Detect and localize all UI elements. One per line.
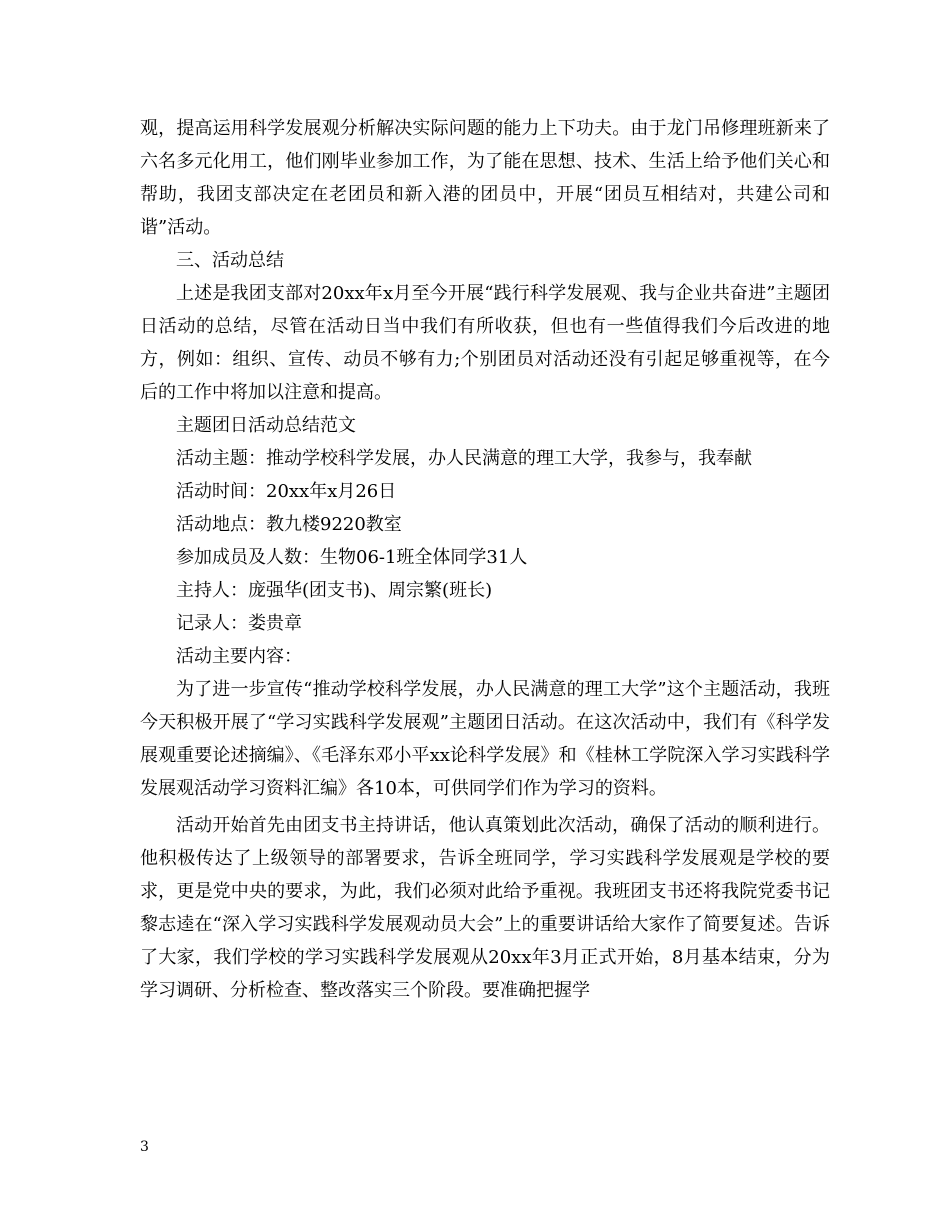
activity-theme: 活动主题：推动学校科学发展，办人民满意的理工大学，我参与，我奉献 <box>176 448 752 469</box>
paragraph-activity-start: 活动开始首先由团支书主持讲话，他认真策划此次活动，确保了活动的顺利进行。他积极传达了上级领导的部署要求，告诉全班同学，学习实践科学发展观是学校的要求，更是党中央的要求，为此，我们必须对此给予重视。我班团支书还将我院党委书记黎志逵在“深入学习实践科学发展观动员大会”上的重要讲话给大家作了简要复述。告诉了大家，我们学校的学习实践科学发展观从20xx年3月正式开始，8月基本结束，分为学习调研、分析检查、整改落实三个阶段。要准确把握学 <box>140 815 830 1001</box>
activity-location: 活动地点：教九楼9220教室 <box>176 514 402 535</box>
activity-time: 活动时间：20xx年x月26日 <box>176 481 397 502</box>
host: 主持人：庞强华(团支书)、周宗繁(班长) <box>176 580 493 601</box>
document-body <box>140 112 830 1007</box>
recorder: 记录人：娄贵章 <box>176 613 302 634</box>
paragraph-summary: 上述是我团支部对20xx年x月至今开展“践行科学发展观、我与企业共奋进”主题团日活动的总结，尽管在活动日当中我们有所收获，但也有一些值得我们今后改进的地方，例如：组织、宣传、动员不够有力;个别团员对活动还没有引起足够重视等，在今后的工作中将加以注意和提高。 <box>140 283 830 403</box>
section-heading-activity-summary: 三、活动总结 <box>176 250 284 271</box>
participants: 参加成员及人数：生物06-1班全体同学31人 <box>176 547 528 568</box>
paragraph-continuation: 观，提高运用科学发展观分析解决实际问题的能力上下功夫。由于龙门吊修理班新来了六名多元化用工，他们刚毕业参加工作，为了能在思想、技术、生活上给予他们关心和帮助，我团支部决定在老团员和新入港的团员中，开展“团员互相结对，共建公司和谐”活动。 <box>140 118 830 238</box>
page-number: 3 <box>140 1139 149 1155</box>
sample-title: 主题团日活动总结范文 <box>176 415 356 436</box>
paragraph-main-content: 为了进一步宣传“推动学校科学发展，办人民满意的理工大学”这个主题活动，我班今天积极开展了“学习实践科学发展观”主题团日活动。在这次活动中，我们有《科学发展观重要论述摘编》、《毛泽东邓小平xx论科学发展》和《桂林工学院深入学习实践科学发展观活动学习资料汇编》各10本，可供同学们作为学习的资料。 <box>140 679 830 799</box>
main-content-label: 活动主要内容： <box>176 646 302 667</box>
